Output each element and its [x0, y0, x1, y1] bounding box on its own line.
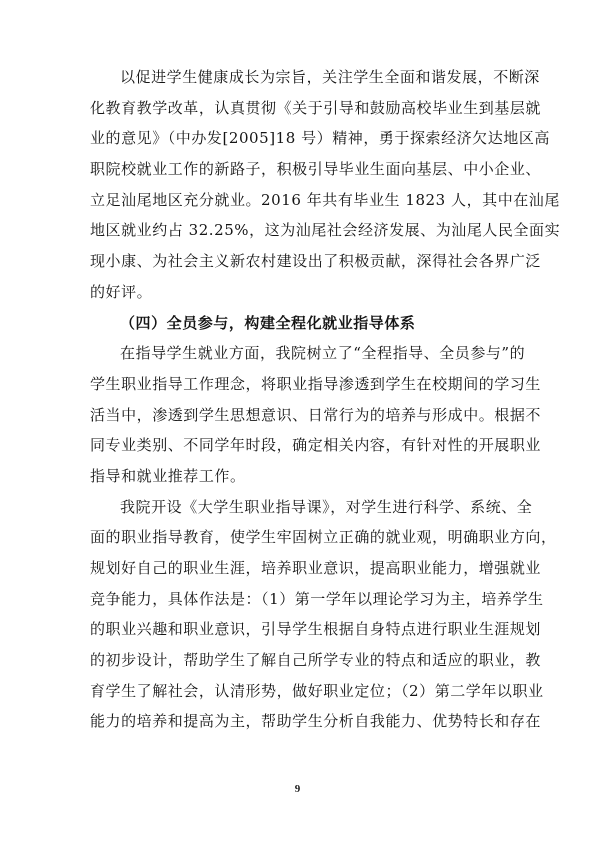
paragraph-line: 能力的培养和提高为主，帮助学生分析自我能力、优势特长和存在	[90, 712, 541, 731]
paragraph-line: 职院校就业工作的新路子，积极引导毕业生面向基层、中小企业、	[90, 160, 541, 179]
paragraph-line: 地区就业约占 32.25%，这为汕尾社会经济发展、为汕尾人民全面实	[90, 221, 561, 240]
paragraph-line: 化教育教学改革，认真贯彻《关于引导和鼓励高校毕业生到基层就	[90, 98, 541, 117]
body-text	[90, 62, 561, 737]
paragraph-line: 业的意见》（中办发[2005]18 号）精神，勇于探索经济欠达地区高	[90, 129, 550, 148]
section-heading: （四）全员参与，构建全程化就业指导体系	[120, 313, 416, 332]
paragraph-line: 同专业类别、不同学年时段，确定相关内容，有针对性的开展职业	[90, 436, 541, 455]
paragraph-line: 育学生了解社会，认清形势，做好职业定位；（2）第二学年以职业	[90, 681, 544, 700]
paragraph-line: 的初步设计，帮助学生了解自己所学专业的特点和适应的职业，教	[90, 651, 541, 670]
paragraph-line: 活当中，渗透到学生思想意识、日常行为的培养与形成中。根据不	[90, 405, 541, 424]
paragraph-line: 规划好自己的职业生涯，培养职业意识，提高职业能力，增强就业	[90, 559, 541, 577]
paragraph-line: 竞争能力，具体作法是：（1）第一学年以理论学习为主，培养学生	[90, 589, 544, 608]
paragraph-line: 指导和就业推荐工作。	[90, 466, 246, 485]
paragraph-line: 立足汕尾地区充分就业。2016 年共有毕业生 1823 人，其中在汕尾	[90, 190, 560, 209]
paragraph-line: 在指导学生就业方面，我院树立了“全程指导、全员参与”的	[120, 344, 526, 363]
paragraph-line: 的好评。	[90, 282, 153, 301]
paragraph-line: 以促进学生健康成长为宗旨，关注学生全面和谐发展，不断深	[120, 68, 540, 86]
paragraph-line: 学生职业指导工作理念，将职业指导渗透到学生在校期间的学习生	[90, 374, 541, 393]
paragraph-line: 现小康、为社会主义新农村建设出了积极贡献，深得社会各界广泛	[90, 252, 541, 271]
paragraph-line: 我院开设《大学生职业指导课》，对学生进行科学、系统、全	[120, 497, 533, 516]
page-number: 9	[294, 783, 301, 795]
paragraph-line: 的职业兴趣和职业意识，引导学生根据自身特点进行职业生涯规划	[90, 620, 541, 639]
paragraph-line: 面的职业指导教育，使学生牢固树立正确的就业观，明确职业方向，	[90, 528, 557, 547]
